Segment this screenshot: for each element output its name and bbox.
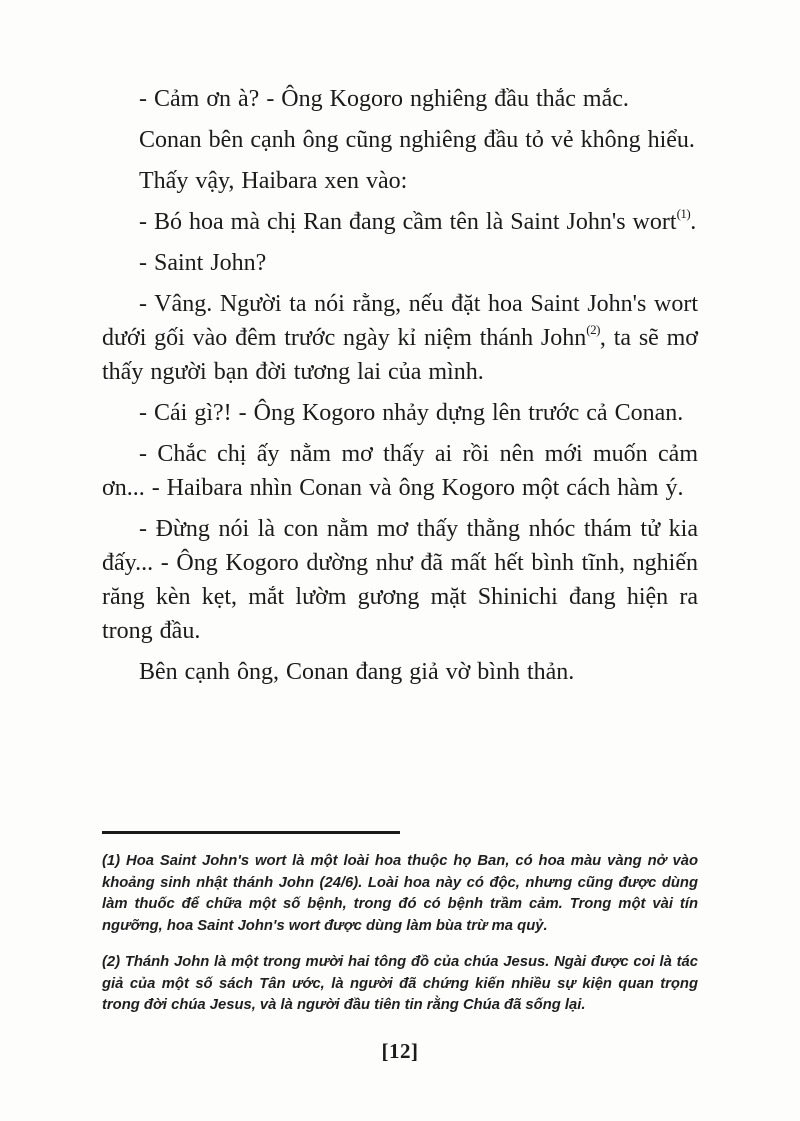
paragraph: - Chắc chị ấy nằm mơ thấy ai rồi nên mới muốn cảm ơn... - Haibara nhìn Conan và ông Kogoro một cách hàm ý. bbox=[102, 441, 698, 501]
paragraph: Thấy vậy, Haibara xen vào: bbox=[139, 168, 408, 194]
body-text bbox=[102, 82, 698, 696]
footnote-section bbox=[102, 831, 698, 1032]
footnote-ref: (2) bbox=[586, 322, 600, 338]
paragraph: Bên cạnh ông, Conan đang giả vờ bình thản. bbox=[139, 659, 575, 685]
footnote: (1) Hoa Saint John's wort là một loài hoa thuộc họ Ban, có hoa màu vàng nở vào khoảng sinh nhật thánh John (24/6). Loài hoa này có độc, nhưng cũng được dùng làm thuốc để chữa một số bệnh, trong đó có bệnh trầm cảm. Trong một vài tín ngưỡng, hoa Saint John's wort được dùng làm bùa trừ ma quỷ. bbox=[102, 853, 698, 934]
paragraph: - Đừng nói là con nằm mơ thấy thằng nhóc thám tử kia đấy... - Ông Kogoro dường như đã mất hết bình tĩnh, nghiến răng kèn kẹt, mắt lườm gương mặt Shinichi đang hiện ra trong đầu. bbox=[102, 516, 698, 644]
footnote-separator bbox=[102, 831, 400, 834]
footnote-list bbox=[102, 851, 698, 1017]
paragraph: Conan bên cạnh ông cũng nghiêng đầu tỏ vẻ không hiểu. bbox=[139, 127, 695, 153]
footnote: (2) Thánh John là một trong mười hai tông đồ của chúa Jesus. Ngài được coi là tác giả của một số sách Tân ước, là người đã chứng kiến nhiều sự kiện quan trọng trong đời chúa Jesus, và là người đầu tiên tin rằng Chúa đã sống lại. bbox=[102, 954, 698, 1013]
paragraph: - Cảm ơn à? - Ông Kogoro nghiêng đầu thắc mắc. bbox=[139, 86, 629, 112]
paragraph: - Vâng. Người ta nói rằng, nếu đặt hoa Saint John's wort dưới gối vào đêm trước ngày kỉ niệm thánh John$^{(2)}$, ta sẽ mơ thấy người bạn đời tương lai của mình. bbox=[102, 291, 698, 385]
page-number: [12] bbox=[381, 1039, 419, 1063]
paragraph: - Bó hoa mà chị Ran đang cầm tên là Saint John's wort$^{(1)}$. bbox=[139, 206, 697, 235]
footnote-ref: (1) bbox=[676, 206, 691, 222]
paragraph: - Cái gì?! - Ông Kogoro nhảy dựng lên trước cả Conan. bbox=[139, 400, 684, 426]
paragraph: - Saint John? bbox=[139, 250, 267, 276]
